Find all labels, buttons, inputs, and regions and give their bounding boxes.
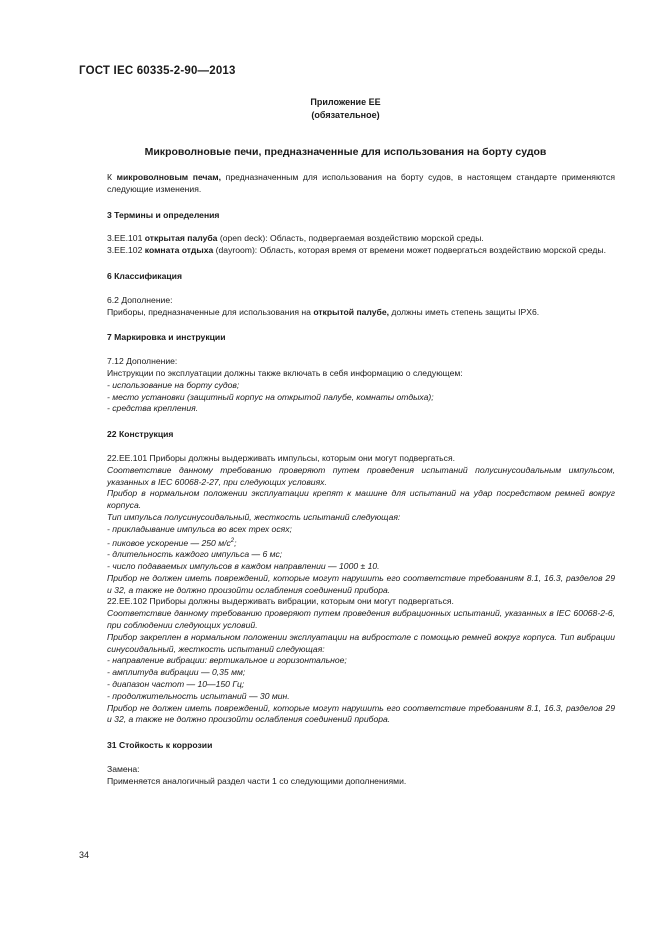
- s22-bullet-2: [107, 536, 615, 550]
- annex-status: (обязательное): [311, 110, 380, 120]
- s22-c-bullet-1: - направление вибрации: вертикальное и горизонтальное;: [107, 655, 347, 666]
- standard-header: ГОСТ IEC 60335-2-90—2013: [79, 65, 236, 77]
- def2-term: комната отдыха: [144, 245, 214, 256]
- s6-line1: 6.2 Дополнение:: [107, 294, 173, 305]
- document-body: [107, 172, 615, 788]
- definition-dayroom: [107, 245, 615, 257]
- s31-line2: Применяется аналогичный раздел части 1 со следующими дополнениями.: [107, 775, 407, 786]
- s22-bullet-3: - длительность каждого импульса — 6 мс;: [107, 549, 283, 560]
- s31-line1: Замена:: [107, 763, 140, 774]
- s22-c-bullet-4: - продолжительность испытаний — 30 мин.: [107, 690, 290, 701]
- section-31-heading: 31 Стойкость к коррозии: [107, 740, 213, 751]
- s7-bullet-2: - место установки (защитный корпус на открытой палубе, комнаты отдыха);: [107, 391, 434, 402]
- intro-rest: предназначенным для использования на борту судов, в настоящем стандарте применяются следующие изменения.: [107, 172, 615, 194]
- s22-p2: Соответствие данному требованию проверяют путем проведения испытаний полусинусоидальным импульсом, указанных в IEC 60068-2-27, при следующих условиях.: [107, 464, 615, 487]
- s6-l2b: открытой палубе,: [313, 306, 390, 317]
- s7-line2: Инструкции по эксплуатации должны также включать в себя информацию о следующем:: [107, 367, 463, 378]
- intro-bold: микроволновым печам,: [116, 172, 222, 182]
- s22-b2-text: - пиковое ускорение — 250 м/с: [107, 537, 231, 548]
- s22-c-bullet-2: - амплитуда вибрации — 0,35 мм;: [107, 667, 246, 678]
- def2-number: 3.ЕЕ.102: [107, 245, 145, 256]
- intro-paragraph: [107, 172, 615, 196]
- def2-text: (dayroom): Область, которая время от времени может подвергаться воздействию морской среды.: [213, 245, 606, 256]
- s6-line2: [107, 307, 615, 319]
- s22-p7: Соответствие данному требованию проверяют путем проведения вибрационных испытаний, указанных в IEC 60068-2-6, при соблюдении следующих условий.: [107, 608, 615, 630]
- s22-c-bullet-3: - диапазон частот — 10—150 Гц;: [107, 678, 245, 689]
- s22-bullet-4: - число подаваемых импульсов в каждом направлении — 1000 ± 10.: [107, 560, 380, 571]
- page-number: 34: [79, 850, 90, 860]
- s22-b2-superscript: 2: [230, 537, 235, 544]
- s6-l2a: Приборы, предназначенные для использования на: [107, 306, 314, 317]
- s6-l2c: должны иметь степень защиты IPX6.: [389, 306, 540, 317]
- section-6-heading: 6 Классификация: [107, 270, 182, 281]
- s7-bullet-1: - использование на борту судов;: [107, 379, 240, 390]
- s22-p5: Прибор не должен иметь повреждений, которые могут нарушить его соответствие требованиям 8.1, 16.3, разделов 29 и 32, а также не должно произойти ослабления соединений прибора.: [107, 572, 615, 595]
- s22-b2-end: ;: [234, 537, 237, 548]
- def1-text: (open deck): Область, подвергаемая воздействию морской среды.: [217, 233, 484, 244]
- document-title: Микроволновые печи, предназначенные для использования на борту судов: [144, 146, 547, 158]
- section-3-heading: 3 Термины и определения: [107, 209, 220, 220]
- definition-open-deck: [107, 233, 615, 245]
- annex-title: Приложение ЕЕ: [310, 97, 381, 107]
- s22-p9: Прибор не должен иметь повреждений, которые могут нарушить его соответствие требованиям 8.1, 16.3, разделов 29 и 32, а также не должно произойти ослабления соединений прибора.: [107, 702, 615, 725]
- s22-p8: Прибор закреплен в нормальном положении эксплуатации на вибростоле с помощью ремней вокруг корпуса. Тип вибрации синусоидальный, жесткость испытаний следующая:: [107, 631, 615, 654]
- section-7-heading: 7 Маркировка и инструкции: [107, 332, 226, 343]
- s22-p1: 22.ЕЕ.101 Приборы должны выдерживать импульсы, которым они могут подвергаться.: [107, 452, 455, 463]
- s22-p3: Прибор в нормальном положении эксплуатации крепят к машине для испытаний на удар посредством ремней вокруг корпуса.: [107, 488, 615, 511]
- section-22-heading: 22 Конструкция: [107, 429, 174, 440]
- def1-number: 3.ЕЕ.101: [107, 233, 145, 244]
- def1-term: открытая палуба: [144, 233, 218, 244]
- intro-prefix: К: [107, 172, 117, 182]
- s22-p4: Тип импульса полусинусоидальный, жесткость испытаний следующая:: [107, 511, 401, 522]
- s22-p6: 22.ЕЕ.102 Приборы должны выдерживать вибрации, которым они могут подвергаться.: [107, 596, 454, 607]
- s7-bullet-3: - средства крепления.: [107, 403, 199, 414]
- s22-bullet-1: - прикладывание импульса во всех трех осях;: [107, 523, 292, 534]
- s7-line1: 7.12 Дополнение:: [107, 356, 178, 367]
